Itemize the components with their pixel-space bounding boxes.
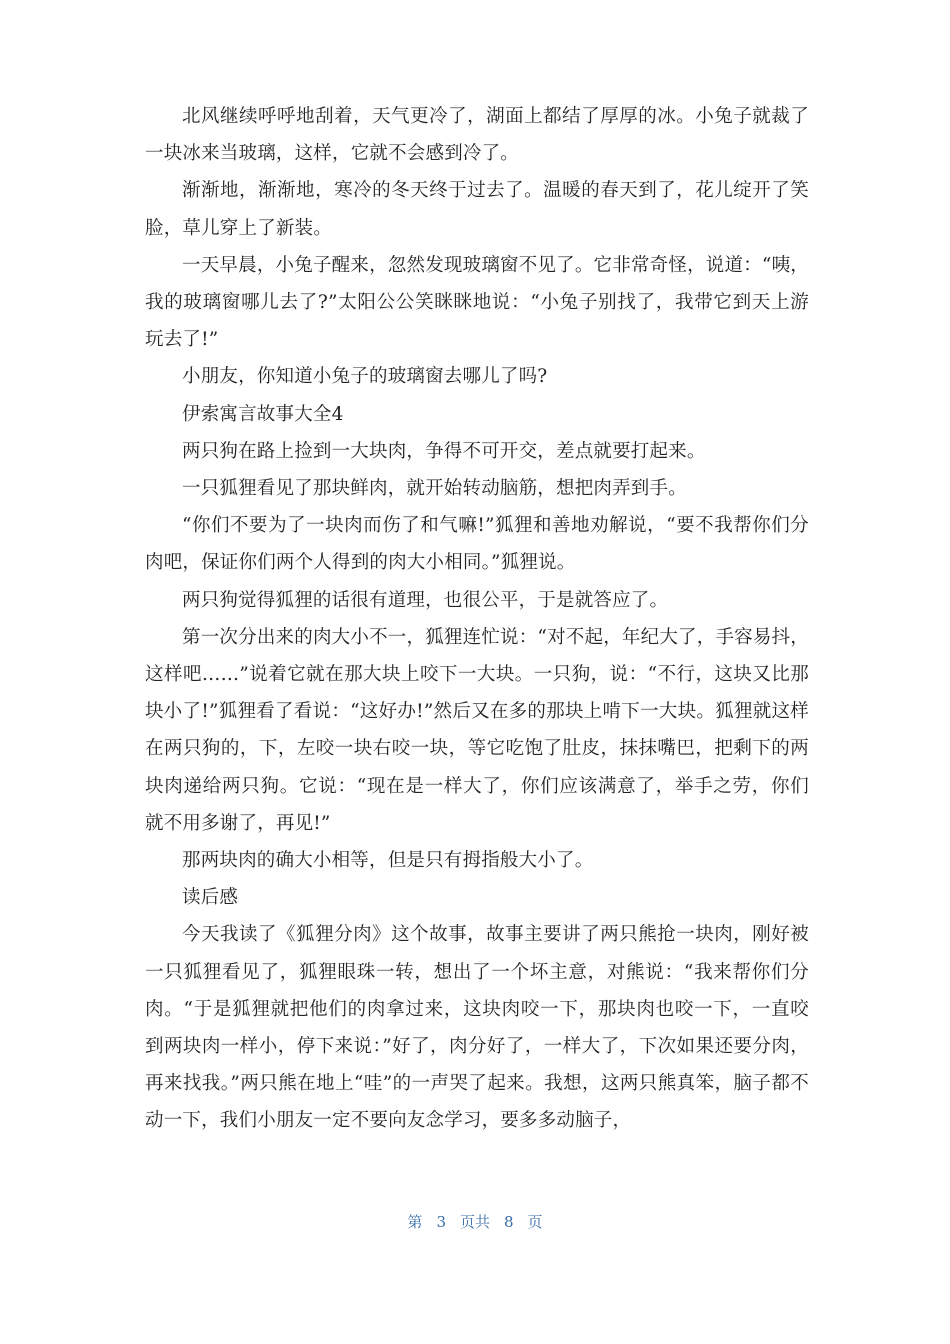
paragraph: 小朋友，你知道小兔子的玻璃窗去哪儿了吗? — [182, 366, 548, 388]
paragraph: 两只狗觉得狐狸的话很有道理，也很公平，于是就答应了。 — [182, 589, 669, 611]
paragraph: 一只狐狸看见了那块鲜肉，就开始转动脑筋，想把肉弄到手。 — [182, 478, 687, 500]
paragraph: 一天早晨，小兔子醒来，忽然发现玻璃窗不见了。它非常奇怪，说道：“咦，我的玻璃窗哪儿去了?”太阳公公笑眯眯地说：“小兔子别找了，我带它到天上游玩去了!” — [145, 254, 809, 351]
paragraph: 第一次分出来的肉大小不一，狐狸连忙说：“对不起，年纪大了，手容易抖，这样吧……”说着它就在那大块上咬下一大块。一只狗，说：“不行，这块又比那块小了!”狐狸看了看说：“这好办!”然后又在多的那块上啃下一大块。狐狸就这样在两只狗的，下，左咬一块右咬一块，等它吃饱了肚皮，抹抹嘴巴，把剩下的两块肉递给两只狗。它说：“现在是一样大了，你们应该满意了，举手之劳，你们就不用多谢了，再见!” — [145, 626, 809, 834]
section-heading: 读后感 — [182, 887, 239, 909]
footer-di: 第 — [407, 1213, 423, 1231]
paragraph: “你们不要为了一块肉而伤了和气嘛!”狐狸和善地劝解说，“要不我帮你们分肉吧，保证你们两个人得到的肉大小相同。”狐狸说。 — [145, 515, 809, 574]
footer-current-page: 3 — [436, 1213, 446, 1231]
paragraph: 两只狗在路上捡到一大块肉，争得不可开交，差点就要打起来。 — [182, 440, 706, 462]
footer-total-pages: 8 — [504, 1213, 514, 1231]
document-body — [145, 98, 809, 1140]
paragraph: 今天我读了《狐狸分肉》这个故事，故事主要讲了两只熊抢一块肉，刚好被一只狐狸看见了，狐狸眼珠一转，想出了一个坏主意，对熊说：“我来帮你们分肉。“于是狐狸就把他们的肉拿过来，这块肉咬一下，那块肉也咬一下，一直咬到两块肉一样小，停下来说：”好了，肉分好了，一样大了，下次如果还要分肉，再来找我。”两只熊在地上“哇”的一声哭了起来。我想，这两只熊真笨，脑子都不动一下，我们小朋友一定不要向友念学习，要多多动脑子， — [145, 924, 809, 1132]
paragraph: 渐渐地，渐渐地，寒冷的冬天终于过去了。温暖的春天到了，花儿绽开了笑脸，草儿穿上了新装。 — [145, 180, 809, 239]
footer-ye: 页 — [527, 1213, 543, 1231]
paragraph: 北风继续呼呼地刮着，天气更冷了，湖面上都结了厚厚的冰。小兔子就裁了一块冰来当玻璃，这样，它就不会感到冷了。 — [145, 106, 809, 165]
section-heading: 伊索寓言故事大全4 — [182, 403, 344, 425]
paragraph: 那两块肉的确大小相等，但是只有拇指般大小了。 — [182, 850, 594, 872]
footer-ye-gong: 页共 — [459, 1213, 490, 1231]
page-footer — [0, 1211, 950, 1232]
